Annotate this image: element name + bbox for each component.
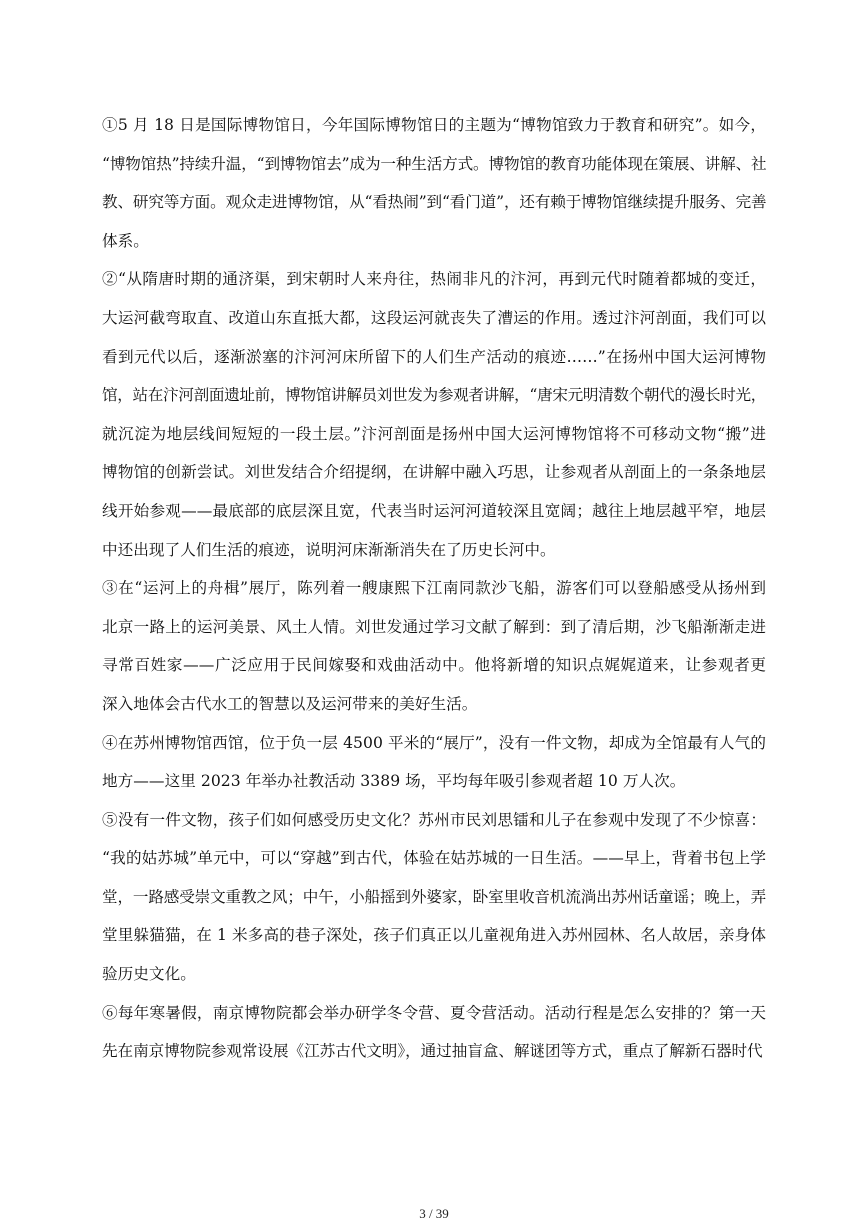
paragraph-line: 体系。 [102, 231, 149, 250]
paragraph-line: ①5 月 18 日是国际博物馆日，今年国际博物馆日的主题为“博物馆致力于教育和研究”。如今， [102, 116, 766, 134]
paragraph-5 [102, 801, 766, 994]
paragraph-line: 馆，站在汴河剖面遗址前，博物馆讲解员刘世发为参观者讲解，“唐宋元明清数个朝代的漫长时光， [102, 386, 766, 405]
paragraph-line: ③在“运河上的舟楫”展厅，陈列着一艘康熙下江南同款沙飞船，游客们可以登船感受从扬州到 [102, 579, 766, 598]
paragraph-line: 博物馆的创新尝试。刘世发结合介绍提纲，在讲解中融入巧思，让参观者从剖面上的一条条地层 [102, 463, 766, 482]
paragraph-line: “博物馆热”持续升温，“到博物馆去”成为一种生活方式。博物馆的教育功能体现在策展、讲解、社 [102, 154, 767, 173]
paragraph-1 [102, 106, 766, 260]
paragraph-line: 先在南京博物院参观常设展《江苏古代文明》，通过抽盲盒、解谜团等方式，重点了解新石器时代 [102, 1042, 763, 1061]
paragraph-line: ②“从隋唐时期的通济渠，到宋朝时人来舟往，热闹非凡的汴河，再到元代时随着都城的变迁， [102, 270, 766, 289]
paragraph-line: 验历史文化。 [102, 965, 196, 984]
paragraph-line: 北京一路上的运河美景、风土人情。刘世发通过学习文献了解到：到了清后期，沙飞船渐渐走进 [102, 617, 766, 636]
paragraph-line: 寻常百姓家——广泛应用于民间嫁娶和戏曲活动中。他将新增的知识点娓娓道来，让参观者更 [102, 656, 766, 675]
paragraph-line: “我的姑苏城”单元中，可以“穿越”到古代，体验在姑苏城的一日生活。——早上，背着书包上学 [102, 849, 766, 868]
paragraph-line: 堂，一路感受崇文重教之风；中午，小船摇到外婆家，卧室里收音机流淌出苏州话童谣；晚上，弄 [102, 887, 767, 906]
paragraph-line: 教、研究等方面。观众走进博物馆，从“看热闹”到“看门道”，还有赖于博物馆继续提升服务、完善 [102, 193, 767, 212]
paragraph-line: 线开始参观——最底部的底层深且宽，代表当时运河河道较深且宽阔；越往上地层越平窄，地层 [102, 501, 766, 520]
paragraph-line: 地方——这里 2023 年举办社教活动 3389 场，平均每年吸引参观者超 10 万人次。 [102, 772, 686, 791]
paragraph-line: ⑥每年寒暑假，南京博物院都会举办研学冬令营、夏令营活动。活动行程是怎么安排的？第一天 [102, 1003, 766, 1022]
article-body [102, 106, 766, 1071]
paragraph-line: 看到元代以后，逐渐淤塞的汴河河床所留下的人们生产活动的痕迹……”在扬州中国大运河博物 [102, 347, 766, 366]
paragraph-line: 深入地体会古代水工的智慧以及运河带来的美好生活。 [102, 694, 478, 713]
paragraph-line: 堂里躲猫猫，在 1 米多高的巷子深处，孩子们真正以儿童视角进入苏州园林、名人故居，亲身体 [102, 926, 766, 945]
paragraph-line: ⑤没有一件文物，孩子们如何感受历史文化？苏州市民刘思镭和儿子在参观中发现了不少惊喜： [102, 810, 766, 829]
paragraph-2 [102, 260, 766, 569]
paragraph-line: 大运河截弯取直、改道山东直抵大都，这段运河就丧失了漕运的作用。透过汴河剖面，我们可以 [102, 308, 766, 327]
paragraph-4 [102, 724, 766, 801]
paragraph-line: ④在苏州博物馆西馆，位于负一层 4500 平米的“展厅”，没有一件文物，却成为全馆最有人气的 [102, 733, 766, 752]
page-number: 3 / 39 [419, 1206, 449, 1221]
paragraph-line: 就沉淀为地层线间短短的一段土层。”汴河剖面是扬州中国大运河博物馆将不可移动文物“搬”进 [102, 424, 766, 443]
paragraph-6 [102, 994, 766, 1071]
paragraph-line: 中还出现了人们生活的痕迹，说明河床渐渐消失在了历史长河中。 [102, 540, 556, 559]
paragraph-3 [102, 569, 766, 723]
